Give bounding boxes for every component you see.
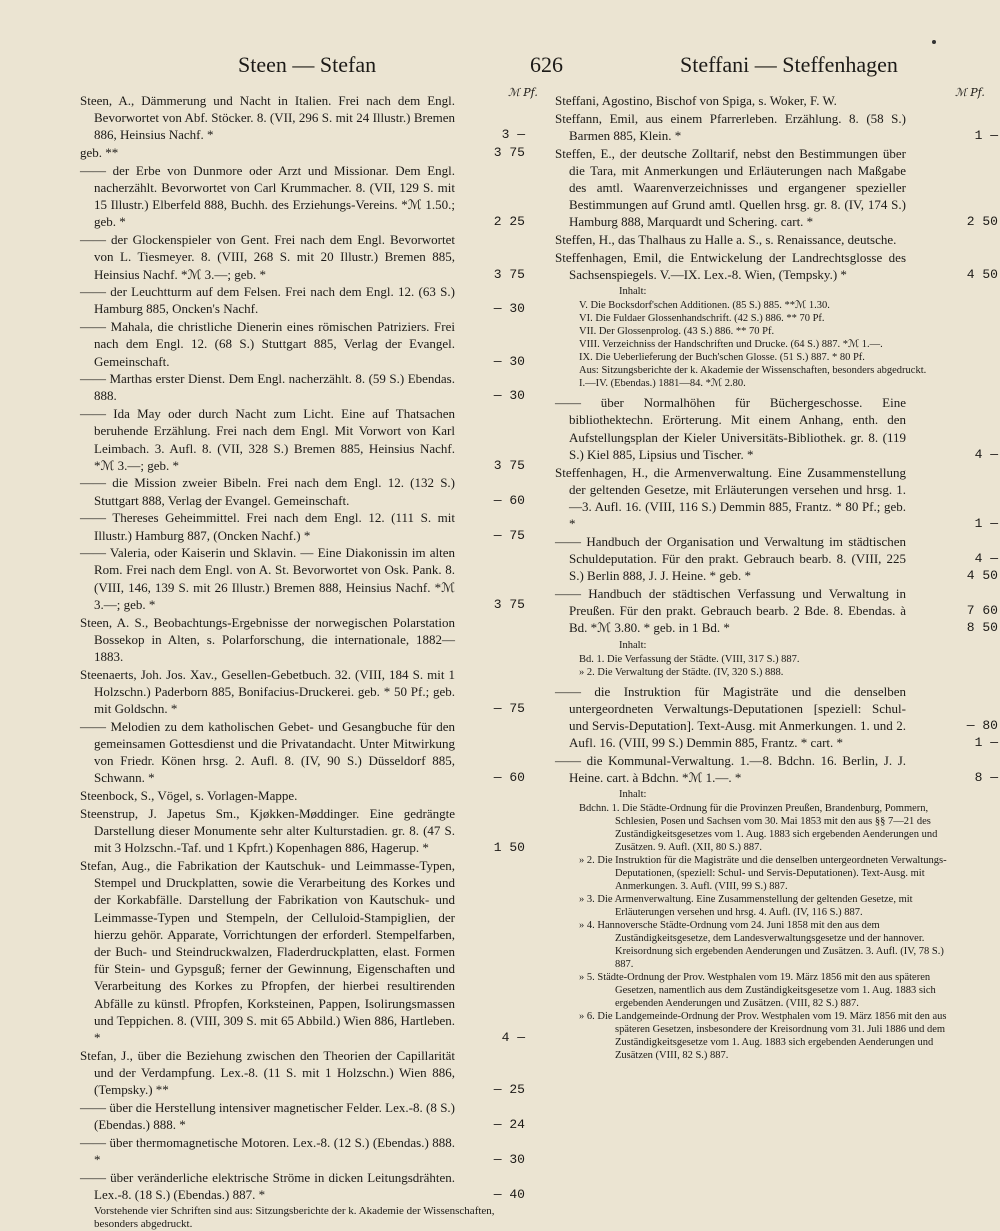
- contents-list: [579, 285, 950, 390]
- catalog-entry: [80, 666, 525, 718]
- catalog-entry: [555, 394, 998, 463]
- contents-line: » 2. Die Instruktion für die Magisträte und die denselben untergeordneten Verwaltungs-Deputationen, (speziell: Schul- und Servis-Deputationen). Text-Ausg. mit Anmerkungen. 3. Aufl. (VIII, 99 S.) 887.: [579, 855, 947, 893]
- entry-price: 4 —: [501, 1029, 525, 1045]
- entry-text: —— Handbuch der Organisation und Verwaltung im städtischen Schuldeputation. Für den prakt. Gebrauch bearb. 8. (VIII, 225 S.) Berlin 888, J. J. Heine. * geb. *: [555, 533, 906, 584]
- entry-price: 8 —: [974, 770, 998, 786]
- entry-price: — 80 1 —: [966, 717, 998, 751]
- running-head-right: Steffani — Steffenhagen: [680, 52, 898, 77]
- catalog-entry: [80, 805, 525, 857]
- entry-text: Steen, A. S., Beobachtungs-Ergebnisse der norwegischen Polarstation Bossekop in Alten, s. Polarforschung, die internationale, 1882—1883.: [80, 614, 455, 664]
- contents-line: VI. Die Fuldaer Glossenhandschrift. (42 S.) 886. ** 70 Pf.: [579, 313, 825, 325]
- entry-price: — 30: [493, 388, 525, 404]
- page-header: [0, 52, 1000, 88]
- entry-text: geb. **: [80, 145, 119, 161]
- currency-heading-right: ℳ Pf.: [955, 86, 985, 99]
- entry-price: — 75: [493, 527, 525, 543]
- contents-label: Inhalt:: [619, 789, 647, 801]
- entry-text: Steen, A., Dämmerung und Nacht in Italien. Frei nach dem Engl. Bevorwortet von Abf. Stöcker. 8. (VII, 296 S. mit 24 Illustr.) Bremen 886, Heinsius Nachf. *: [80, 93, 455, 143]
- catalog-entry: [80, 370, 525, 404]
- entry-text: Steffen, E., der deutsche Zolltarif, nebst den Bestimmungen über die Tara, mit Anmerkungen und Erläuterungen nach Maßgabe des amtl. Waarenverzeichnisses und ergangener spezieller Bestimmungen auf Grund amtl. Quellen hrsg. gr. 8. (IV, 174 S.) Hamburg 888, Marquardt und Schering. cart. *: [555, 145, 906, 230]
- catalog-entry: [555, 92, 950, 109]
- contents-line: IX. Die Ueberlieferung der Buch'schen Glosse. (51 S.) 887. * 80 Pf.: [579, 352, 865, 364]
- entry-text: Steenaerts, Joh. Jos. Xav., Gesellen-Gebetbuch. 32. (VIII, 184 S. mit 1 Holzschn.) Paderborn 885, Bonifacius-Druckerei. geb. * 50 Pf.; geb. mit Goldschn. *: [80, 666, 455, 717]
- entry-price: — 25: [493, 1082, 525, 1098]
- entry-price: — 60: [493, 492, 525, 508]
- catalog-entry: [555, 585, 998, 637]
- catalog-entry: [555, 683, 998, 752]
- entry-text: Steffenhagen, H., die Armenverwaltung. Eine Zusammenstellung der geltenden Gesetze, mit Erläuterungen versehen und hrsg. 1.—3. Aufl. 16. (VIII, 116 S.) Demmin 885, Frantz. * 80 Pf.; geb. *: [555, 464, 906, 532]
- entry-price: 1 50: [493, 840, 525, 856]
- entry-price: 3 75: [493, 457, 525, 473]
- page-number: 626: [530, 52, 563, 77]
- catalog-entry: [80, 509, 525, 543]
- entry-price: 4 — 4 50: [966, 551, 998, 584]
- entry-text: Steenstrup, J. Japetus Sm., Kjøkken-Møddinger. Eine gedrängte Darstellung dieser Monumente sehr alter Kulturstadien. gr. 8. (47 S. mit 3 Holzschn.-Taf. und 1 Kpfrt.) Kopenhagen 886, Hagerup. *: [80, 805, 455, 856]
- entry-text: —— über thermomagnetische Motoren. Lex.-8. (12 S.) (Ebendas.) 888. *: [80, 1134, 455, 1167]
- page-speck: [932, 40, 936, 44]
- entry-price: 3 75: [493, 145, 525, 161]
- entry-text: Steenbock, S., Vögel, s. Vorlagen-Mappe.: [80, 788, 298, 804]
- entry-price: 3 75: [493, 266, 525, 282]
- contents-line: » 4. Hannoversche Städte-Ordnung vom 24. Juni 1858 mit den aus dem Zuständigkeitsgesetze, dem Landesverwaltungsgesetze und der hannover. Kreisordnung sich ergebenden Aenderungen und Zusätzen. 3. Aufl. (IV, 78 S.) 887.: [579, 920, 944, 971]
- contents-list: [579, 639, 950, 679]
- contents-line: » 2. Die Verwaltung der Städte. (IV, 320 S.) 888.: [579, 666, 784, 678]
- entry-price: 4 50: [966, 267, 998, 283]
- entry-price: — 30: [493, 353, 525, 369]
- entry-text: —— der Leuchtturm auf dem Felsen. Frei nach dem Engl. 12. (63 S.) Hamburg 885, Oncken's Nachf.: [80, 284, 455, 317]
- contents-list: [579, 788, 950, 1062]
- catalog-entry: [555, 249, 998, 283]
- entry-price: 3 —: [501, 127, 525, 143]
- entry-price: 2 25: [493, 214, 525, 230]
- catalog-entry: [555, 145, 998, 231]
- running-head-left: Steen — Stefan: [238, 52, 377, 77]
- contents-line: Aus: Sitzungsberichte der k. Akademie der Wissenschaften, besonders abgedruckt.: [579, 365, 927, 377]
- catalog-entry: [555, 464, 998, 533]
- contents-line: Bdchn. 1. Die Städte-Ordnung für die Provinzen Preußen, Brandenburg, Pommern, Schlesien, Posen und Sachsen vom 30. Mai 1853 mit den aus §§ 7—21 des Zuständigkeitsgesetzes vom 1. Aug. 1883 sich ergebenden Aenderungen und Zusätzen. 9. Aufl. (XII, 80 S.) 887.: [579, 803, 938, 854]
- contents-label: Inhalt:: [619, 286, 647, 298]
- entry-text: —— über die Herstellung intensiver magnetischer Felder. Lex.-8. (8 S.) (Ebendas.) 888. *: [80, 1099, 455, 1132]
- entry-text: Stefan, Aug., die Fabrikation der Kautschuk- und Leimmasse-Typen, Stempel und Druckplatten, sowie die Verarbeitung des Korkes und der Korkabfälle. Darstellung der Fabrikation von Kautschuk- und Leimmasse-Typen und Stempeln, der Celluloid-Stampiglien, der hierzu gehör. Apparate, Vorrichtungen der erforderl. Stempelfarben, der Buch- und Steindruckwalzen, Fladerdruckplatten, elast. Formen für Stein- und Gypsguß; ferner der Gewinnung, Eigenschaften und Verarbeitung des Korkes zu Pfropfen, der hierbei resultirenden Abfälle zu künstl. Pfropfen, Korksteinen, Pappen, Isolirungsmassen und Teppichen. 8. (VIII, 309 S. mit 65 Abbild.) Wien 886, Hartleben. *: [80, 857, 455, 1045]
- contents-line: » 5. Städte-Ordnung der Prov. Westphalen vom 19. März 1856 mit den aus späteren Gesetzen, namentlich aus dem Zuständigkeitsgesetze vom 1. Aug. 1883 sich ergebenden Aenderungen und Zusätzen. (VIII, 82 S.) 887.: [579, 972, 936, 1010]
- left-column: [80, 92, 525, 1230]
- entry-text: —— Mahala, die christliche Dienerin eines römischen Patriziers. Frei nach dem Engl. 12. (68 S.) Stuttgart 885, Verlag der Evangel. Gemeinschaft.: [80, 319, 455, 369]
- catalog-entry: [80, 1047, 525, 1099]
- catalog-entry: [80, 1169, 525, 1203]
- source-note: Vorstehende vier Schriften sind aus: Sitzungsberichte der k. Akademie der Wissenschaften, besonders abgedruckt.: [94, 1205, 495, 1230]
- catalog-entry: [80, 405, 525, 474]
- entry-price: — 24: [493, 1116, 525, 1132]
- contents-line: I.—IV. (Ebendas.) 1881—84. *ℳ 2.80.: [579, 378, 746, 390]
- entry-text: —— Melodien zu dem katholischen Gebet- und Gesangbuche für den gemeinsamen Gottesdienst und die Privatandacht. Unter Mitwirkung von Friedr. Könen hrsg. 2. Aufl. 8. (IV, 90 S.) Düsseldorf 885, Schwann. *: [80, 718, 455, 786]
- entry-text: —— Thereses Geheimmittel. Frei nach dem Engl. 12. (111 S. mit Illustr.) Hamburg 887, (Oncken Nachf.) *: [80, 510, 455, 543]
- entry-price: 4 —: [974, 446, 998, 462]
- entry-text: —— Valeria, oder Kaiserin und Sklavin. — Eine Diakonissin im alten Rom. Frei nach dem Engl. von A. St. Bevorwortet von Osk. Pank. 8. (VIII, 146, 139 S. mit 26 Illustr.) Bremen 888, Heinsius Nachf. *ℳ 3.—; geb. *: [80, 545, 455, 612]
- entry-text: Steffen, H., das Thalhaus zu Halle a. S., s. Renaissance, deutsche.: [555, 232, 897, 248]
- entry-text: —— über veränderliche elektrische Ströme in dicken Leitungsdrähten. Lex.-8. (18 S.) (Ebendas.) 887. *: [80, 1169, 455, 1202]
- contents-line: Bd. 1. Die Verfassung der Städte. (VIII, 317 S.) 887.: [579, 653, 800, 665]
- entry-text: —— der Glockenspieler von Gent. Frei nach dem Engl. Bevorwortet von L. Tiesmeyer. 8. (VIII, 268 S. mit 20 Illustr.) Bremen 885, Heinsius Nachf. *ℳ 3.—; geb. *: [80, 232, 455, 282]
- entry-price: — 60: [493, 770, 525, 786]
- entry-price: 3 75: [493, 596, 525, 612]
- catalog-entry: [80, 787, 525, 804]
- entry-text: —— Ida May oder durch Nacht zum Licht. Eine auf Thatsachen beruhende Erzählung. Frei nach dem Engl. Mit Vorwort von Karl Leimbach. 3. Aufl. 8. (VII, 328 S.) Bremen 885, Heinsius Nachf. *ℳ 3.—; geb. *: [80, 406, 455, 473]
- entry-text: Steffann, Emil, aus einem Pfarrerleben. Erzählung. 8. (58 S.) Barmen 885, Klein. *: [555, 110, 906, 143]
- catalog-entry: [555, 110, 998, 144]
- contents-line: VII. Der Glossenprolog. (43 S.) 886. ** 70 Pf.: [579, 326, 775, 338]
- entry-text: —— die Instruktion für Magisträte und die denselben untergeordneten Verwaltungs-Deputationen [speziell: Schul- und Servis-Deputation]. Text-Ausg. mit Anmerkungen. 1. und 2. Aufl. 16. (VIII, 99 S.) Demmin 885, Frantz. * cart. *: [555, 683, 906, 751]
- entry-price: — 30: [493, 301, 525, 317]
- catalog-entry: [80, 283, 525, 317]
- catalog-entry: [555, 533, 998, 585]
- entry-text: —— der Erbe von Dunmore oder Arzt und Missionar. Dem Engl. nacherzählt. Bevorwortet von Carl Krummacher. 8. (VII, 129 S. mit 15 Illustr.) Elberfeld 888, Buchh. des Erziehungs-Vereins. *ℳ 1.50.; geb. *: [80, 162, 455, 230]
- entry-price: 1 —: [974, 516, 998, 532]
- entry-price: — 40: [493, 1186, 525, 1202]
- catalog-entry: [80, 614, 525, 666]
- catalog-entry: [80, 1134, 525, 1168]
- catalog-entry: [80, 318, 525, 370]
- catalog-entry: [80, 92, 525, 144]
- entry-price: — 30: [493, 1151, 525, 1167]
- entry-price: 7 60 8 50: [966, 603, 998, 636]
- catalog-entry: [80, 544, 525, 613]
- contents-line: » 6. Die Landgemeinde-Ordnung der Prov. Westphalen vom 19. März 1856 mit den aus späteren Gesetzen, insbesondere der Kreisordnung vom 31. Juli 1886 und dem Zuständigkeitsgesetze vom 1. Aug. 1883 sich ergebenden Aenderungen und Zusätzen (VIII, 82 S.) 887.: [579, 1011, 947, 1062]
- contents-line: » 3. Die Armenverwaltung. Eine Zusammenstellung der geltenden Gesetze, mit Erläuterungen versehen und hrsg. 4. Aufl. (IV, 116 S.) 887.: [579, 894, 913, 919]
- catalog-entry: [80, 718, 525, 787]
- right-column: [555, 92, 998, 1192]
- catalog-entry: [80, 1099, 525, 1133]
- entry-text: —— die Mission zweier Bibeln. Frei nach dem Engl. 12. (132 S.) Stuttgart 888, Verlag der Evangel. Gemeinschaft.: [80, 475, 455, 508]
- entry-text: Steffani, Agostino, Bischof von Spiga, s. Woker, F. W.: [555, 93, 837, 108]
- catalog-entry: [80, 857, 525, 1046]
- entry-text: —— Handbuch der städtischen Verfassung und Verwaltung in Preußen. Für den prakt. Gebrauch bearb. 2 Bde. 8. Ebendas. à Bd. *ℳ 3.80. * geb. in 1 Bd. *: [555, 585, 906, 636]
- catalog-entry: [80, 474, 525, 508]
- catalog-entry: [80, 162, 525, 231]
- currency-heading-left: ℳ Pf.: [508, 86, 538, 99]
- entry-price: — 75: [493, 701, 525, 717]
- catalog-entry: [555, 231, 950, 248]
- contents-line: V. Die Bocksdorf'schen Additionen. (85 S.) 885. **ℳ 1.30.: [579, 300, 830, 312]
- entry-price: 2 50: [966, 214, 998, 230]
- catalog-entry: [80, 231, 525, 283]
- entry-text: —— über Normalhöhen für Büchergeschosse. Eine bibliothektechn. Erörterung. Mit einem Anhang, enth. den Aufstellungsplan der Kieler Universitäts-Bibliothek. gr. 8. (119 S.) Kiel 885, Lipsius und Tischer. *: [555, 395, 906, 462]
- catalog-entry: [80, 144, 525, 161]
- entry-text: Steffenhagen, Emil, die Entwickelung der Landrechtsglosse des Sachsenspiegels. V.—IX. Lex.-8. Wien, (Tempsky.) *: [555, 249, 906, 283]
- contents-line: VIII. Verzeichniss der Handschriften und Drucke. (64 S.) 887. *ℳ 1.—.: [579, 339, 883, 351]
- entry-text: Stefan, J., über die Beziehung zwischen den Theorien der Capillarität und der Verdampfung. Lex.-8. (11 S. mit 1 Holzschn.) Wien 886, (Tempsky.) **: [80, 1047, 455, 1098]
- entry-price: 1 —: [974, 127, 998, 143]
- contents-label: Inhalt:: [619, 639, 647, 651]
- entry-text: —— die Kommunal-Verwaltung. 1.—8. Bdchn. 16. Berlin, J. J. Heine. cart. à Bdchn. *ℳ 1.—. *: [555, 752, 906, 786]
- entry-text: —— Marthas erster Dienst. Dem Engl. nacherzählt. 8. (59 S.) Ebendas. 888.: [80, 371, 455, 404]
- catalog-entry: [555, 752, 998, 786]
